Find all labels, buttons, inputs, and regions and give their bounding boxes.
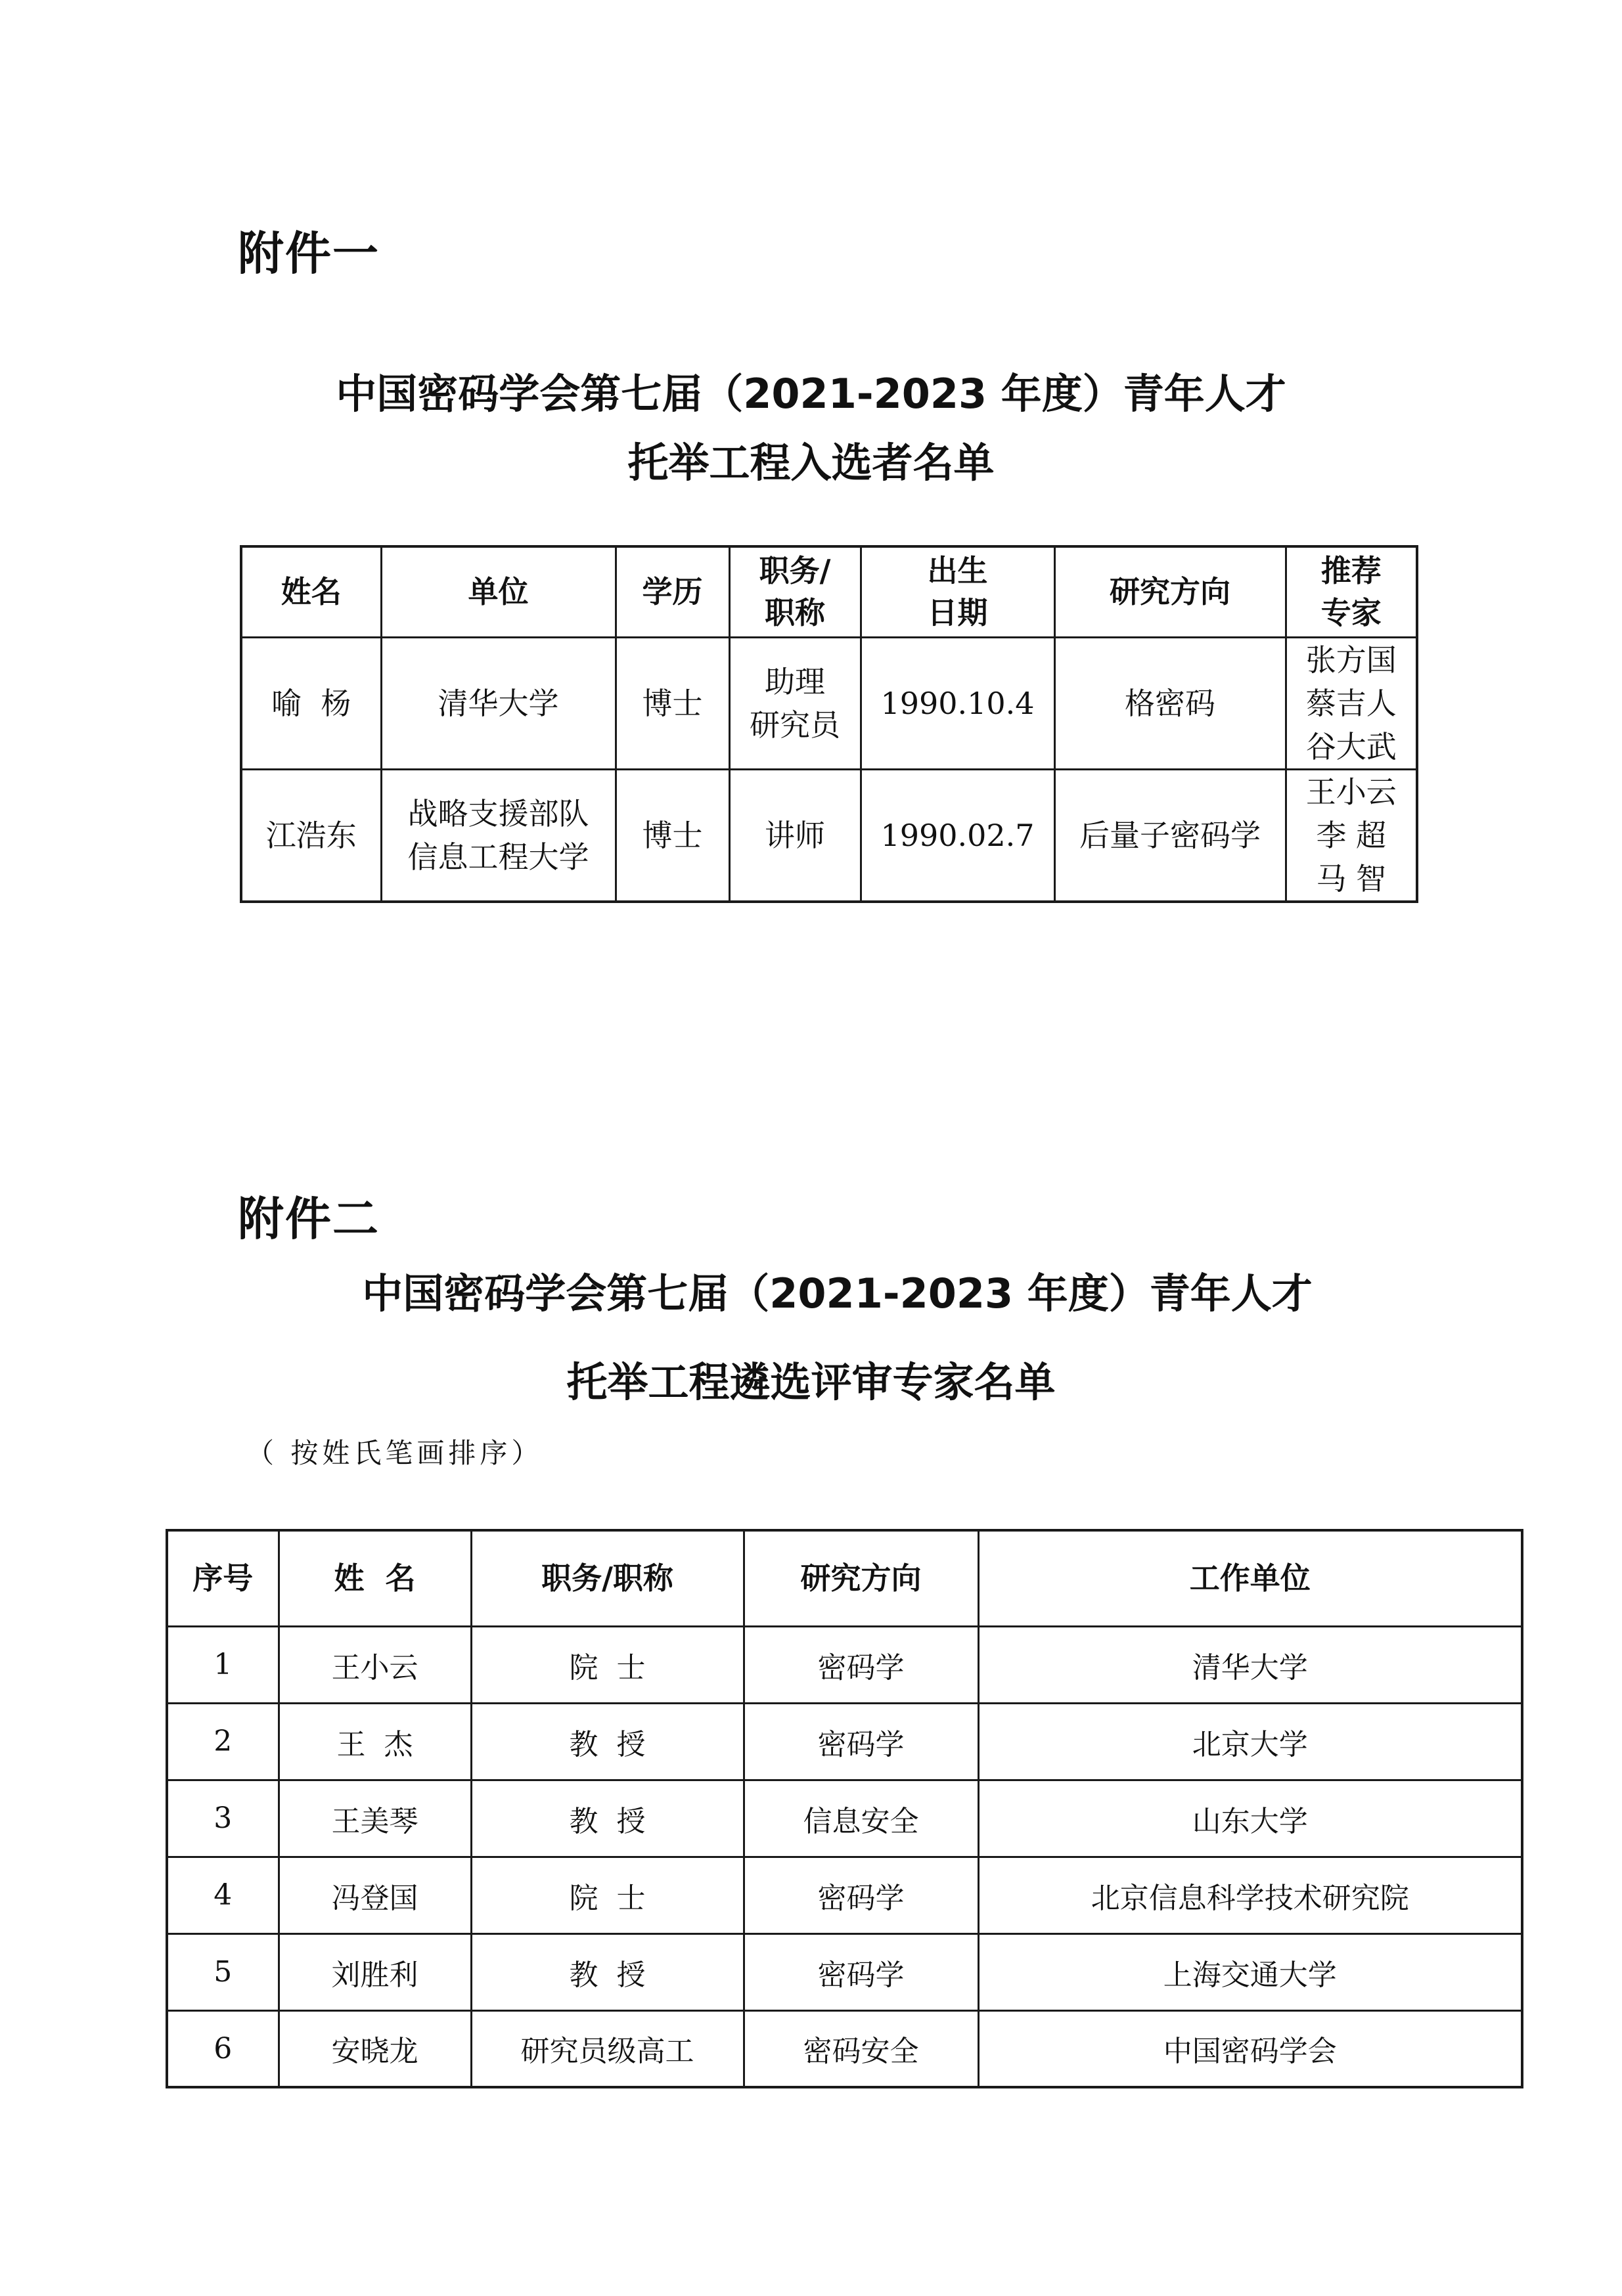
header-birth-date: 出生 日期 <box>861 546 1054 637</box>
cell-recommending-experts: 张方国 蔡吉人 谷大武 <box>1286 637 1417 769</box>
expert-table <box>166 1529 1523 2088</box>
selectee-table <box>240 545 1418 903</box>
sort-order-note: （ 按姓氏笔画排序） <box>246 1437 543 1469</box>
cell-name: 刘胜利 <box>279 1933 471 2010</box>
table-row <box>241 637 1417 769</box>
attachment-2-title-line-1: 中国密码学会第七届（2021-2023 年度）青年人才 <box>362 1269 1313 1317</box>
table-header-row <box>241 546 1417 637</box>
cell-title: 院 士 <box>471 1626 744 1703</box>
attachment-2-label: 附件二 <box>238 1192 380 1246</box>
cell-work-unit: 中国密码学会 <box>978 2010 1522 2087</box>
cell-title: 教 授 <box>471 1703 744 1780</box>
cell-work-unit: 北京信息科学技术研究院 <box>978 1857 1522 1933</box>
cell-name: 王美琴 <box>279 1780 471 1857</box>
cell-title: 院 士 <box>471 1857 744 1933</box>
table-row <box>241 769 1417 902</box>
cell-degree: 博士 <box>616 637 729 769</box>
cell-research-direction: 密码安全 <box>744 2010 978 2087</box>
table-row <box>167 1933 1522 2010</box>
cell-number: 6 <box>167 2010 279 2087</box>
table-row <box>167 2010 1522 2087</box>
table-row <box>167 1626 1522 1703</box>
header-work-unit: 工作单位 <box>978 1530 1522 1626</box>
attachment-1-title-line-2: 托举工程入选者名单 <box>627 439 995 487</box>
cell-title: 讲师 <box>729 769 861 902</box>
cell-number: 3 <box>167 1780 279 1857</box>
attachment-2-title-line-2: 托举工程遴选评审专家名单 <box>566 1358 1056 1406</box>
cell-degree: 博士 <box>616 769 729 902</box>
cell-name: 江浩东 <box>241 769 381 902</box>
header-recommending-experts: 推荐 专家 <box>1286 546 1417 637</box>
cell-recommending-experts: 王小云 李 超 马 智 <box>1286 769 1417 902</box>
cell-research-direction: 密码学 <box>744 1933 978 2010</box>
cell-research-direction: 密码学 <box>744 1703 978 1780</box>
cell-work-unit: 清华大学 <box>978 1626 1522 1703</box>
header-unit: 单位 <box>381 546 616 637</box>
cell-work-unit: 北京大学 <box>978 1703 1522 1780</box>
cell-name: 安晓龙 <box>279 2010 471 2087</box>
header-research-direction: 研究方向 <box>744 1530 978 1626</box>
cell-name: 王小云 <box>279 1626 471 1703</box>
table-row <box>167 1857 1522 1933</box>
cell-number: 2 <box>167 1703 279 1780</box>
cell-name: 冯登国 <box>279 1857 471 1933</box>
cell-title: 助理 研究员 <box>729 637 861 769</box>
cell-research-direction: 后量子密码学 <box>1054 769 1286 902</box>
header-number: 序号 <box>167 1530 279 1626</box>
header-degree: 学历 <box>616 546 729 637</box>
cell-title: 教 授 <box>471 1780 744 1857</box>
cell-work-unit: 山东大学 <box>978 1780 1522 1857</box>
header-title: 职务/职称 <box>471 1530 744 1626</box>
cell-work-unit: 上海交通大学 <box>978 1933 1522 2010</box>
cell-number: 5 <box>167 1933 279 2010</box>
cell-birth-date: 1990.10.4 <box>861 637 1054 769</box>
header-name: 姓名 <box>241 546 381 637</box>
cell-number: 4 <box>167 1857 279 1933</box>
header-title: 职务/ 职称 <box>729 546 861 637</box>
cell-birth-date: 1990.02.7 <box>861 769 1054 902</box>
cell-unit: 清华大学 <box>381 637 616 769</box>
attachment-1-title-line-1: 中国密码学会第七届（2021-2023 年度）青年人才 <box>336 370 1286 418</box>
cell-title: 教 授 <box>471 1933 744 2010</box>
cell-title: 研究员级高工 <box>471 2010 744 2087</box>
cell-research-direction: 格密码 <box>1054 637 1286 769</box>
header-research-direction: 研究方向 <box>1054 546 1286 637</box>
cell-number: 1 <box>167 1626 279 1703</box>
table-row <box>167 1703 1522 1780</box>
table-header-row <box>167 1530 1522 1626</box>
cell-research-direction: 密码学 <box>744 1857 978 1933</box>
table-row <box>167 1780 1522 1857</box>
header-name: 姓 名 <box>279 1530 471 1626</box>
attachment-1-label: 附件一 <box>238 227 380 280</box>
cell-research-direction: 密码学 <box>744 1626 978 1703</box>
cell-name: 喻 杨 <box>241 637 381 769</box>
cell-unit: 战略支援部队 信息工程大学 <box>381 769 616 902</box>
cell-name: 王 杰 <box>279 1703 471 1780</box>
cell-research-direction: 信息安全 <box>744 1780 978 1857</box>
